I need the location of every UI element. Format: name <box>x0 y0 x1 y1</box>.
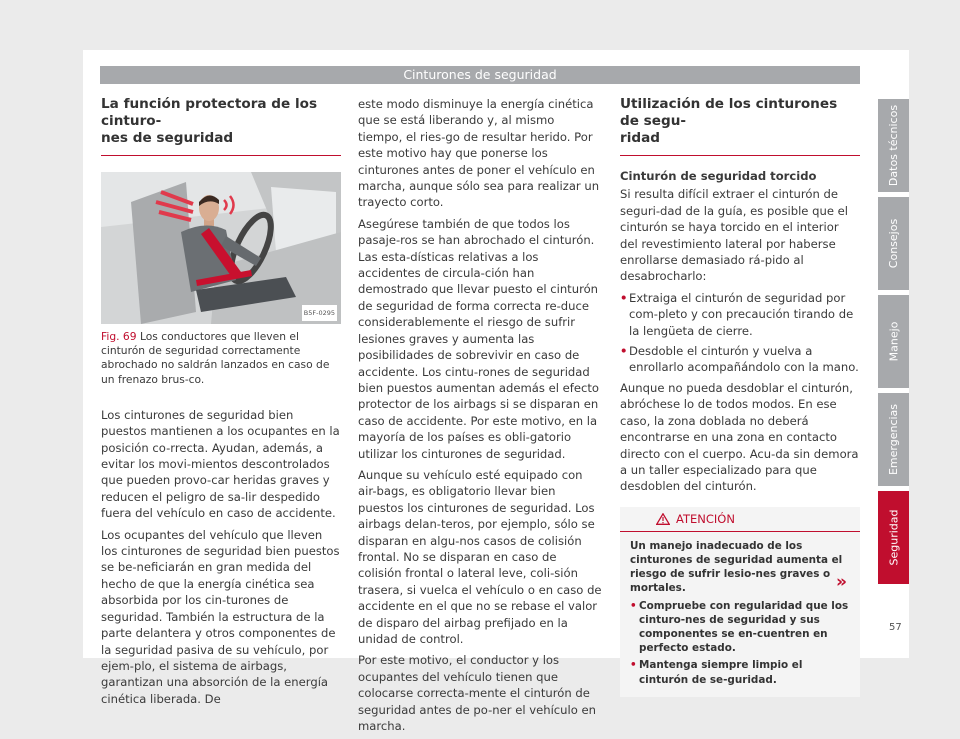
section-title-usage <box>620 96 860 156</box>
warning-header <box>620 507 860 532</box>
warning-list-item <box>630 599 850 656</box>
tab-label: Emergencias <box>887 403 900 476</box>
tab-manejo[interactable] <box>878 295 909 388</box>
warning-list-item-text: Compruebe con regularidad que los cinturo-nes de seguridad y sus componentes se en-cuentren en perfecto estado. <box>639 599 849 655</box>
figure-caption <box>101 330 341 387</box>
tab-label: Seguridad <box>887 509 900 566</box>
warning-box <box>620 507 860 697</box>
body-text-left <box>101 407 341 707</box>
figure-caption-text: Los conductores que lleven el cinturón de seguridad correctamente abrochado no saldrán lanzados en caso de un frenazo brus-co. <box>101 330 330 386</box>
paragraph: Los ocupantes del vehículo que lleven los cinturones de seguridad bien puestos se be-neficiarán en gran medida del hecho de que la energía cinética sea absorbida por los cin-turones de seguridad. También la estructura de la parte delantera y otros componentes de la seguridad pasiva de su vehículo, por ejem-plo, el sistema de airbags, garantizan una absorción de la energía cinética liberada. De <box>101 527 340 706</box>
tab-seguridad[interactable] <box>878 491 909 584</box>
list-item-text: Desdoble el cinturón y vuelva a enrollarlo acompañándolo con la mano. <box>629 344 859 375</box>
tab-consejos[interactable] <box>878 197 909 290</box>
subsection-title: Cinturón de seguridad torcido <box>620 169 817 183</box>
paragraph: Por este motivo, el conductor y los ocupantes del vehículo tienen que colocarse correcta-mente el cinturón de seguridad antes de po-ner el vehículo en marcha. <box>358 653 597 734</box>
paragraph: Si resulta difícil extraer el cinturón de seguri-dad de la guía, es posible que el cinturón se haya torcido en el interior del revestimiento lateral por haberse enrollarse demasiado rá-pido al desabrocharlo: <box>620 187 849 284</box>
tab-datos-tecnicos[interactable] <box>878 99 909 192</box>
section-title-protection <box>101 96 341 156</box>
driver-illustration <box>101 172 341 324</box>
column-left <box>101 96 341 712</box>
figure-driver-seatbelt <box>101 172 341 324</box>
bullet-icon: • <box>630 599 637 612</box>
section-title-line: Utilización de los cinturones de segu- <box>620 96 838 129</box>
section-title-line: nes de seguridad <box>101 130 234 146</box>
bullet-icon: • <box>620 344 628 359</box>
warning-triangle-icon <box>656 513 670 525</box>
section-title-line: ridad <box>620 130 660 146</box>
list-item <box>620 343 860 376</box>
warning-list-item <box>630 658 850 686</box>
section-title-line: La función protectora de los cinturo- <box>101 96 318 129</box>
tab-label: Datos técnicos <box>887 104 900 187</box>
figure-label: Fig. 69 <box>101 330 137 343</box>
column-middle <box>358 96 602 739</box>
bullet-icon: • <box>620 290 628 305</box>
tab-emergencias[interactable] <box>878 393 909 486</box>
list-item <box>620 290 860 339</box>
paragraph: Los cinturones de seguridad bien puestos mantienen a los ocupantes en la posición co-rrecta. Ayudan, además, a evitar los movi-mientos descontrolados que pueden provo-car heridas graves y reducen el peligro de sa-lir despedido fuera del vehículo en caso de accidente. <box>101 407 340 521</box>
warning-text: Un manejo inadecuado de los cinturones de seguridad aumenta el riesgo de sufrir lesio-nes graves o mortales. <box>630 539 843 595</box>
paragraph: Aunque su vehículo esté equipado con air-bags, es obligatorio llevar bien puestos los cinturones de seguridad. Los airbags delan-teros, por ejemplo, sólo se disparan en algu-nos casos de colisión frontal. No se disparan en caso de colisión frontal o lateral leve, coli-sión trasera, si vuelca el vehículo o en caso de accidente en el que no se rebase el valor de disparo del airbag prefijado en la unidad de control. <box>358 467 602 646</box>
paragraph: Asegúrese también de que todos los pasaje-ros se han abrochado el cinturón. Las esta-dísticas relativas a los accidentes de circula-ción han demostrado que llevar puesto el cinturón de seguridad de forma correcta re-duce considerablemente el riesgo de sufrir lesiones graves y aumenta las posibilidades de sobrevivir en caso de accidente. Los cintu-rones de seguridad bien puestos aumentan además el efecto protector de los airbags si se disparan en caso de accidente. Por este motivo, en la mayoría de los países es obli-gatorio utilizar los cinturones de seguridad. <box>358 216 600 461</box>
tab-label: Manejo <box>887 321 901 362</box>
warning-body <box>620 532 860 687</box>
paragraph: este modo disminuye la energía cinética que se está liberando y, al mismo tiempo, el ries-go de resultar herido. Por este motivo hay que ponerse los cinturones antes de poner el vehículo en marcha, aunque sólo sea para realizar un trayecto corto. <box>358 97 600 210</box>
list-item-text: Extraiga el cinturón de seguridad por com-pleto y con precaución tirando de la lengüeta de cierre. <box>629 290 854 338</box>
tab-label: Consejos <box>887 218 900 269</box>
continue-arrow-icon: » <box>836 572 847 592</box>
bullet-icon: • <box>630 659 637 672</box>
warning-title: ATENCIÓN <box>676 511 735 526</box>
column-right <box>620 96 860 697</box>
page-header: Cinturones de seguridad <box>100 66 860 84</box>
paragraph: Aunque no pueda desdoblar el cinturón, abróchese lo de todos modos. En ese caso, la zona doblada no deberá encontrarse en una zona en contacto directo con el cuerpo. Acu-da sin demora a un taller especializado para que desdoblen del cinturón. <box>620 380 859 494</box>
warning-list-item-text: Mantenga siempre limpio el cinturón de se-guridad. <box>639 659 803 686</box>
figure-code: B5F-0295 <box>302 305 337 321</box>
page-number: 57 <box>889 622 902 633</box>
